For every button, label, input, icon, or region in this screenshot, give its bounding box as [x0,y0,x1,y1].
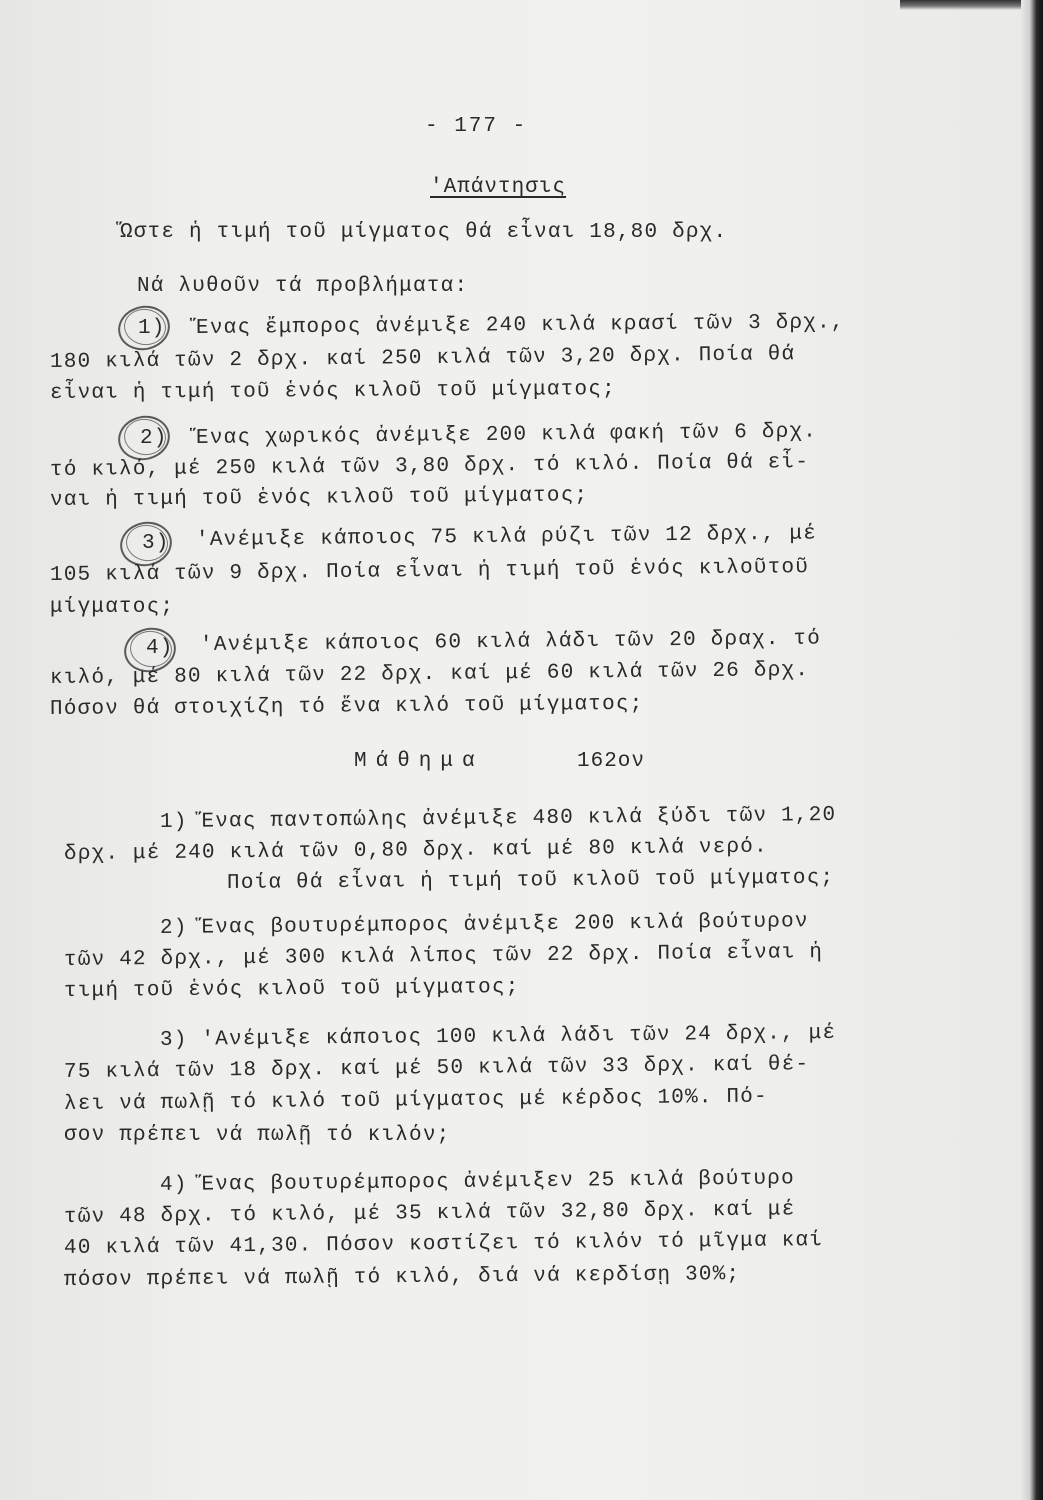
problem-line: μίγματος; [50,596,175,619]
lesson-problem-line: 2) Ἕνας βουτυρέμπορος ἀνέμιξε 200 κιλά βούτυρον [159,910,809,940]
problem-line: εἶναι ἡ τιμή τοῦ ἑνός κιλοῦ τοῦ μίγματος; [49,378,616,405]
lesson-problem-line: δρχ. μέ 240 κιλά τῶν 0,80 δρχ. καί μέ 80 κιλά νερό. [63,835,768,866]
problems-intro: Νά λυθοῦν τά προβλήματα: [137,275,469,298]
problem-line: 'Ανέμιξε κάποιος 75 κιλά ρύζι τῶν 12 δρχ., μέ [195,522,818,552]
lesson-problem-line: 4) Ἕνας βουτυρέμπορος ἀνέμιξεν 25 κιλά βούτυρο [159,1167,795,1197]
problem-line: κιλό, μέ 80 κιλά τῶν 22 δρχ. καί μέ 60 κιλά τῶν 26 δρχ. [49,659,810,690]
section-heading: 'Απάντησις [430,176,567,199]
lesson-problem-line: τῶν 48 δρχ. τό κιλό, μέ 35 κιλά τῶν 32,80 δρχ. καί μέ [63,1198,796,1229]
problem-line: τό κιλό, μέ 250 κιλά τῶν 3,80 δρχ. τό κιλό. Ποία θά εἶ- [49,451,810,482]
problem-line: 105 κιλά τῶν 9 δρχ. Ποία εἶναι ἡ τιμή τοῦ ἑνός κιλοῦτοῦ [49,556,810,587]
problem-line: Ἕνας ἔμπορος ἀνέμιξε 240 κιλά κρασί τῶν 3 δρχ., [195,311,845,340]
lesson-number: 162ον [577,750,646,773]
lesson-problem-line: 75 κιλά τῶν 18 δρχ. καί μέ 50 κιλά τῶν 33 δρχ. καί θέ- [63,1053,810,1084]
problem-number: 3) [142,532,170,555]
problem-number: 1) [138,317,166,340]
problem-line: Ἕνας χωρικός ἀνέμιξε 200 κιλά φακή τῶν 6 δρχ. [195,420,818,450]
page-number: - 177 - [425,115,528,138]
problem-line: ναι ἡ τιμή τοῦ ἑνός κιλοῦ τοῦ μίγματος; [49,484,589,512]
lesson-problem-line: τιμή τοῦ ἑνός κιλοῦ τοῦ μίγματος; [63,976,520,1003]
lesson-problem-line: 3) 'Ανέμιξε κάποιος 100 κιλά λάδι τῶν 24 δρχ., μέ [159,1021,837,1052]
lesson-problem-line: 40 κιλά τῶν 41,30. Πόσον κοστίζει τό κιλόν τό μῖγμα καί [63,1229,824,1260]
lesson-problem-line: Ποία θά εἶναι ἡ τιμή τοῦ κιλοῦ τοῦ μίγματος; [226,866,835,895]
problem-number: 4) [146,637,174,660]
problem-line: 'Ανέμιξε κάποιος 60 κιλά λάδι τῶν 20 δραχ. τό [199,627,822,657]
problem-line: Πόσον θά στοιχίζη τό ἕνα κιλό τοῦ μίγματος; [49,692,644,721]
lesson-problem-line: σον πρέπει νά πωλῇ τό κιλόν; [64,1124,451,1147]
lesson-problem-line: λει νά πωλῇ τό κιλό τοῦ μίγματος μέ κέρδος 10%. Πό- [63,1085,768,1116]
lesson-problem-line: τῶν 42 δρχ., μέ 300 κιλά λίπος τῶν 22 δρχ. Ποία εἶναι ἡ [63,941,824,972]
scan-edge-right [1021,0,1043,1500]
lesson-problem-line: 1) Ἕνας παντοπώλης ἀνέμιξε 480 κιλά ξύδι τῶν 1,20 [159,803,837,834]
problem-number: 2) [140,427,168,450]
answer-line: Ὥστε ἡ τιμή τοῦ μίγματος θά εἶναι 18,80 δρχ. [120,221,728,244]
problem-line: 180 κιλά τῶν 2 δρχ. καί 250 κιλά τῶν 3,20 δρχ. Ποία θά [49,343,796,374]
lesson-title: Μάθημα [354,750,484,773]
lesson-problem-line: πόσον πρέπει νά πωλῇ τό κιλό, διά νά κερδίσῃ 30%; [63,1263,741,1292]
